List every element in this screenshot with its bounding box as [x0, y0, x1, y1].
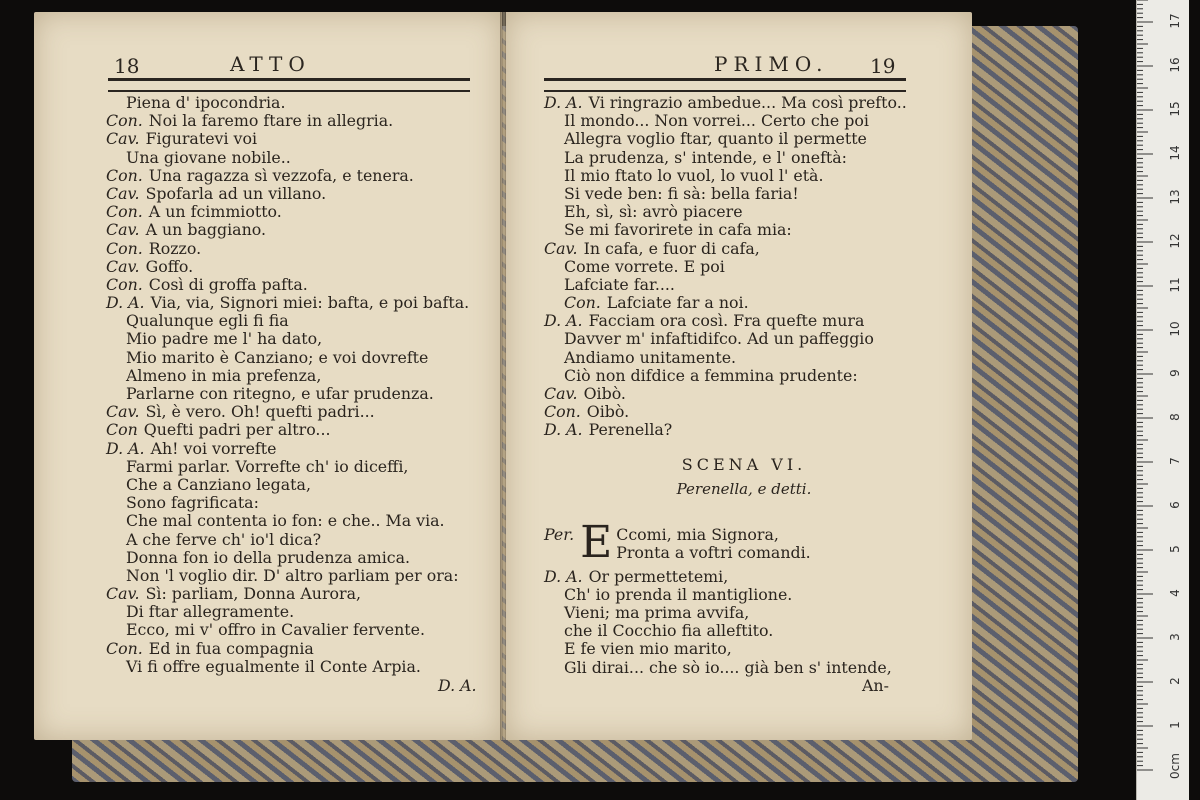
verse-line — [544, 94, 944, 112]
dropcap-line-1: Ccomi, mia Signora, — [616, 524, 779, 544]
ruler-label: 9 — [1168, 369, 1182, 377]
speaker-label: Con. — [544, 402, 581, 422]
verse-text: Che mal contenta io fon: e che.. Ma via. — [126, 511, 445, 531]
speaker-label: Cav. — [106, 220, 140, 240]
verse-line — [106, 185, 469, 203]
verse-text: Lafciate far a noi. — [606, 293, 749, 313]
verse-text: Così di groffa pafta. — [148, 274, 308, 294]
verse-text: Il mondo... Non vorrei... Certo che poi — [564, 111, 869, 131]
verse-line — [544, 385, 944, 403]
verse-line — [544, 185, 944, 203]
verse-line — [106, 94, 469, 112]
dropcap-block — [544, 516, 944, 568]
scene-title: SCENA VI. — [681, 454, 807, 474]
ruler-label: 0cm — [1168, 753, 1182, 779]
verse-text: Ciò non difdice a femmina prudente: — [564, 365, 858, 385]
left-page-text — [106, 94, 469, 676]
verse-text: Come vorrete. E poi — [564, 256, 725, 276]
verse-line — [106, 294, 469, 312]
ruler-label: 5 — [1168, 545, 1182, 553]
speaker-label: D. A. — [544, 420, 583, 440]
verse-text: Vi ringrazio ambedue... Ma così prefto.. — [588, 93, 907, 112]
speaker-label: Con. — [106, 274, 143, 294]
ruler-label: 16 — [1168, 57, 1182, 73]
left-page-number: 18 — [114, 54, 140, 78]
speaker-label: Cav. — [544, 238, 578, 258]
verse-line — [544, 403, 944, 421]
speaker-label: Cav. — [106, 584, 140, 604]
verse-text: Ecco, mi v' offro in Cavalier fervente. — [126, 620, 425, 640]
ruler-label: 14 — [1168, 145, 1182, 161]
verse-text: Lafciate far.... — [564, 274, 675, 294]
verse-line — [106, 276, 469, 294]
verse-text: Ch' io prenda il mantiglione. — [564, 584, 793, 604]
ruler-label: 4 — [1168, 589, 1182, 597]
verse-line — [106, 421, 469, 439]
verse-line — [106, 603, 469, 621]
verse-line — [544, 586, 944, 604]
ruler-label: 17 — [1168, 13, 1182, 29]
verse-line — [106, 658, 469, 676]
right-page-number: 19 — [870, 54, 896, 78]
speaker-label: Con. — [106, 202, 143, 222]
verse-line — [544, 367, 944, 385]
verse-line — [106, 221, 469, 239]
verse-text: Si vede ben: fi sà: bella faria! — [564, 183, 799, 203]
verse-line — [106, 203, 469, 221]
verse-line — [106, 621, 469, 639]
speaker-label: Con. — [106, 638, 143, 658]
verse-line — [106, 476, 469, 494]
speaker-label: D. A. — [544, 93, 583, 112]
verse-line — [544, 349, 944, 367]
right-header-rule — [544, 78, 906, 92]
verse-line — [544, 221, 944, 239]
verse-text: Goffo. — [145, 256, 194, 276]
verse-line — [106, 149, 469, 167]
speaker-label: Cav. — [106, 129, 140, 149]
verse-line — [544, 312, 944, 330]
verse-text: Via, via, Signori miei: bafta, e poi bafta. — [150, 293, 470, 313]
ruler-label: 3 — [1168, 633, 1182, 641]
verse-line — [106, 458, 469, 476]
verse-line — [544, 203, 944, 221]
verse-line — [544, 130, 944, 148]
verse-line — [106, 440, 469, 458]
verse-text: Allegra voglio ftar, quanto il permette — [564, 129, 867, 149]
verse-text: Una giovane nobile.. — [126, 147, 291, 167]
verse-line — [106, 240, 469, 258]
left-header-rule — [108, 78, 470, 92]
verse-line — [106, 494, 469, 512]
verse-line — [106, 549, 469, 567]
verse-line — [106, 112, 469, 130]
verse-text: A un baggiano. — [145, 220, 267, 240]
verse-line — [544, 149, 944, 167]
ruler-label: 11 — [1168, 277, 1182, 293]
verse-text: In cafa, e fuor di cafa, — [583, 238, 760, 258]
verse-line — [106, 330, 469, 348]
verse-text: Vi fi offre egualmente il Conte Arpia. — [126, 656, 421, 676]
verse-line — [544, 659, 944, 677]
ruler-label: 12 — [1168, 233, 1182, 249]
verse-text: Donna fon io della prudenza amica. — [126, 547, 411, 567]
verse-line — [544, 167, 944, 185]
verse-text: Quefti padri per altro... — [143, 420, 331, 440]
speaker-label: Con. — [106, 238, 143, 258]
dropcap-line-2: Pronta a voftri comandi. — [616, 542, 811, 562]
verse-text: Andiamo unitamente. — [564, 347, 737, 367]
speaker-label: D. A. — [544, 566, 583, 586]
verse-text: Davver m' infaftidifco. Ad un paffeggio — [564, 329, 874, 349]
verse-line — [106, 567, 469, 585]
verse-text: Facciam ora così. Fra quefte mura — [588, 311, 865, 331]
ruler-label: 8 — [1168, 413, 1182, 421]
left-catchword: D. A. — [438, 676, 477, 695]
verse-text: Qualunque egli fi fia — [126, 311, 289, 331]
verse-text: Sono fagrificata: — [126, 493, 259, 513]
verse-line — [544, 622, 944, 640]
verse-line — [544, 640, 944, 658]
ruler-label: 1 — [1168, 721, 1182, 729]
verse-line — [544, 258, 944, 276]
left-page — [34, 12, 502, 740]
verse-line — [544, 421, 944, 439]
verse-text: Se mi favorirete in cafa mia: — [564, 220, 792, 240]
scene-subtitle: Perenella, e detti. — [676, 479, 812, 498]
ruler-label: 10 — [1168, 321, 1182, 337]
verse-line — [544, 112, 944, 130]
verse-line — [106, 258, 469, 276]
speaker-label: D. A. — [106, 293, 145, 313]
ruler-label: 7 — [1168, 457, 1182, 465]
speaker-label: Con. — [106, 165, 143, 185]
verse-text: Piena d' ipocondria. — [126, 93, 286, 112]
verse-text: Oibò. — [586, 402, 630, 422]
speaker-label: Cav. — [106, 183, 140, 203]
verse-line — [544, 604, 944, 622]
verse-line — [106, 167, 469, 185]
verse-text: Mio marito è Canziano; e voi dovrefte — [126, 347, 429, 367]
measurement-ruler — [1136, 0, 1189, 800]
verse-text: Parlarne con ritegno, e ufar prudenza. — [126, 384, 434, 403]
verse-text: Sì: parliam, Donna Aurora, — [145, 584, 362, 604]
verse-line — [106, 512, 469, 530]
speaker-label: Cav. — [106, 256, 140, 276]
verse-text: Vieni; ma prima avvifa, — [564, 602, 750, 622]
verse-line — [106, 130, 469, 148]
speaker-label: D. A. — [106, 438, 145, 458]
verse-text: Perenella? — [588, 420, 673, 440]
verse-line — [106, 403, 469, 421]
dropcap-letter: E — [580, 516, 613, 568]
ruler-label: 2 — [1168, 677, 1182, 685]
verse-text: E fe vien mio marito, — [564, 639, 732, 659]
verse-text: Ah! voi vorrefte — [150, 438, 277, 458]
verse-line — [106, 531, 469, 549]
verse-text: Rozzo. — [148, 238, 202, 258]
verse-text: Che a Canziano legata, — [126, 474, 311, 494]
ruler-label: 13 — [1168, 189, 1182, 205]
speaker-label: Cav. — [544, 384, 578, 403]
verse-text: Sì, è vero. Oh! quefti padri... — [145, 402, 375, 422]
verse-line — [106, 385, 469, 403]
verse-text: che il Cocchio fia alleftito. — [564, 621, 774, 641]
speaker-label: Con — [106, 420, 138, 440]
verse-line — [106, 367, 469, 385]
verse-text: Di ftar allegramente. — [126, 602, 295, 622]
speaker-label: Cav. — [106, 402, 140, 422]
speaker-label: Con. — [564, 293, 601, 313]
verse-text: Mio padre me l' ha dato, — [126, 329, 323, 349]
verse-line — [106, 312, 469, 330]
verse-text: Gli dirai... che sò io.... già ben s' intende, — [564, 657, 892, 677]
verse-text: Ed in fua compagnia — [148, 638, 314, 658]
verse-line — [544, 330, 944, 348]
right-running-head: PRIMO. — [714, 52, 829, 76]
verse-line — [544, 294, 944, 312]
verse-text: Farmi parlar. Vorrefte ch' io diceffi, — [126, 456, 409, 476]
ruler-label: 15 — [1168, 101, 1182, 117]
verse-text: Noi la faremo ftare in allegria. — [148, 111, 394, 131]
verse-line — [544, 276, 944, 294]
verse-text: Eh, sì, sì: avrò piacere — [564, 202, 743, 222]
right-catchword: An- — [862, 676, 889, 695]
verse-line — [544, 240, 944, 258]
verse-line — [106, 349, 469, 367]
verse-text: Or permettetemi, — [588, 566, 729, 586]
right-page — [506, 12, 972, 740]
ruler-label: 6 — [1168, 501, 1182, 509]
dropcap-speaker: Per. — [544, 524, 575, 544]
verse-text: Spofarla ad un villano. — [145, 183, 327, 203]
right-page-text — [544, 94, 944, 677]
verse-line — [106, 585, 469, 603]
verse-text: A un fcimmiotto. — [148, 202, 282, 222]
verse-line — [544, 568, 944, 586]
verse-line — [106, 640, 469, 658]
verse-text: Oibò. — [583, 384, 626, 403]
speaker-label: Con. — [106, 111, 143, 131]
verse-text: Non 'l voglio dir. D' altro parliam per ora: — [126, 565, 459, 585]
verse-text: A che ferve ch' io'l dica? — [126, 529, 322, 549]
left-running-head: ATTO — [230, 52, 311, 76]
verse-text: La prudenza, s' intende, e l' oneftà: — [564, 147, 848, 167]
verse-text: Il mio ftato lo vuol, lo vuol l' età. — [564, 165, 824, 185]
verse-text: Almeno in mia prefenza, — [126, 365, 322, 385]
speaker-label: D. A. — [544, 311, 583, 331]
verse-text: Una ragazza sì vezzofa, e tenera. — [148, 165, 414, 185]
verse-text: Figuratevi voi — [145, 129, 258, 149]
